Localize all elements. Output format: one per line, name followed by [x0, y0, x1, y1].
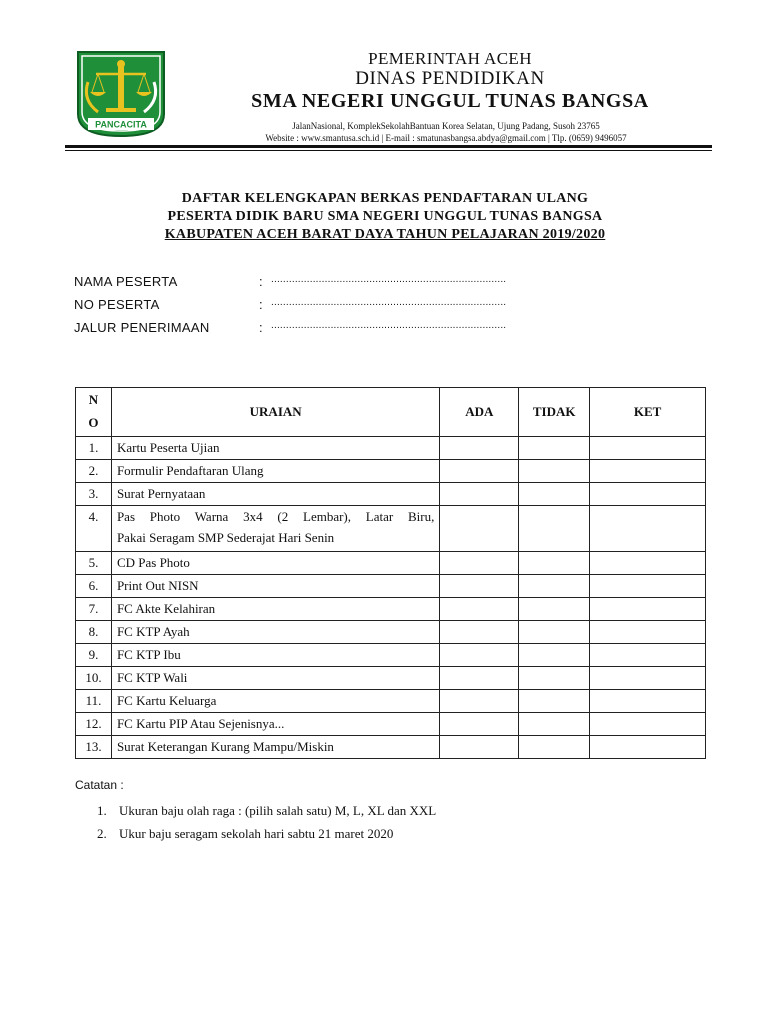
cell-tidak[interactable]: [519, 736, 590, 759]
header-government: PEMERINTAH ACEH: [368, 49, 532, 68]
notes-label: Catatan :: [75, 778, 124, 792]
header-tidak: TIDAK: [519, 388, 590, 437]
field-no-peserta: [74, 297, 507, 312]
cell-tidak[interactable]: [519, 460, 590, 483]
cell-tidak[interactable]: [519, 437, 590, 460]
cell-ada[interactable]: [440, 598, 519, 621]
row-uraian: CD Pas Photo: [111, 552, 439, 575]
doc-title-line2: PESERTA DIDIK BARU SMA NEGERI UNGGUL TUNAS BANGSA: [167, 209, 603, 224]
cell-tidak[interactable]: [519, 598, 590, 621]
cell-ada[interactable]: [440, 736, 519, 759]
table-row: [76, 437, 706, 460]
row-uraian-line2: Pakai Seragam SMP Sederajat Hari Senin: [116, 530, 335, 545]
row-uraian: FC Kartu Keluarga: [111, 690, 439, 713]
row-no: 13.: [76, 736, 112, 759]
cell-tidak[interactable]: [519, 483, 590, 506]
header-divider-thick: [65, 145, 712, 148]
row-uraian: FC KTP Ibu: [111, 644, 439, 667]
row-no: 10.: [76, 667, 112, 690]
field-blank[interactable]: ...............................................................................: [271, 274, 507, 285]
cell-tidak[interactable]: [519, 575, 590, 598]
cell-ada[interactable]: [440, 460, 519, 483]
cell-ket[interactable]: [590, 690, 706, 713]
cell-ket[interactable]: [590, 598, 706, 621]
note-text: Ukur baju seragam sekolah hari sabtu 21 maret 2020: [119, 826, 394, 841]
cell-ada[interactable]: [440, 644, 519, 667]
table-row: [76, 483, 706, 506]
header-contact: Website : www.smantusa.sch.id | E-mail : smatunasbangsa.abdya@gmail.com | Tlp. (0659) 9496057: [265, 133, 627, 143]
row-no: 7.: [76, 598, 112, 621]
cell-tidak[interactable]: [519, 713, 590, 736]
row-uraian: Surat Keterangan Kurang Mampu/Miskin: [111, 736, 439, 759]
cell-ket[interactable]: [590, 506, 706, 552]
note-item: [97, 826, 393, 842]
row-no: 1.: [76, 437, 112, 460]
header-address: JalanNasional, KomplekSekolahBantuan Korea Selatan, Ujung Padang, Susoh 23765: [292, 121, 600, 131]
row-no: 8.: [76, 621, 112, 644]
cell-tidak[interactable]: [519, 690, 590, 713]
row-uraian: Kartu Peserta Ujian: [111, 437, 439, 460]
field-jalur-penerimaan: [74, 320, 507, 335]
note-number: 1.: [97, 803, 107, 818]
row-no: 3.: [76, 483, 112, 506]
field-colon: :: [259, 297, 263, 312]
table-header-row: [76, 388, 706, 437]
table-row: [76, 667, 706, 690]
table-row: [76, 575, 706, 598]
field-colon: :: [259, 274, 263, 289]
cell-ada[interactable]: [440, 621, 519, 644]
cell-ket[interactable]: [590, 575, 706, 598]
row-no: 9.: [76, 644, 112, 667]
doc-title-line1: DAFTAR KELENGKAPAN BERKAS PENDAFTARAN ULANG: [181, 191, 589, 206]
cell-tidak[interactable]: [519, 621, 590, 644]
cell-ket[interactable]: [590, 713, 706, 736]
header-department: DINAS PENDIDIKAN: [355, 68, 545, 89]
row-no: 11.: [76, 690, 112, 713]
field-blank[interactable]: ...............................................................................: [271, 320, 507, 331]
cell-tidak[interactable]: [519, 552, 590, 575]
cell-ket[interactable]: [590, 644, 706, 667]
header-uraian: URAIAN: [111, 388, 439, 437]
row-no: 4.: [76, 506, 112, 552]
field-nama-peserta: [74, 274, 507, 289]
row-uraian: Surat Pernyataan: [111, 483, 439, 506]
row-uraian-line1: Pas Photo Warna 3x4 (2 Lembar), Latar Biru,: [116, 509, 435, 524]
checklist-table: [75, 387, 706, 759]
pancacita-logo: [74, 48, 168, 138]
note-number: 2.: [97, 826, 107, 841]
table-row: [76, 713, 706, 736]
row-uraian: Print Out NISN: [111, 575, 439, 598]
row-uraian: [111, 506, 439, 552]
logo-text: PANCACITA: [95, 119, 147, 130]
doc-title-line3: KABUPATEN ACEH BARAT DAYA TAHUN PELAJARAN 2019/2020: [164, 227, 606, 242]
row-no: 2.: [76, 460, 112, 483]
header-ada: ADA: [440, 388, 519, 437]
cell-ket[interactable]: [590, 437, 706, 460]
header-school-name: SMA NEGERI UNGGUL TUNAS BANGSA: [251, 90, 649, 112]
note-item: [97, 803, 436, 819]
cell-ada[interactable]: [440, 713, 519, 736]
table-row: [76, 644, 706, 667]
cell-tidak[interactable]: [519, 506, 590, 552]
cell-ada[interactable]: [440, 552, 519, 575]
cell-ket[interactable]: [590, 736, 706, 759]
field-blank[interactable]: ...............................................................................: [271, 297, 507, 308]
row-no: 5.: [76, 552, 112, 575]
cell-ket[interactable]: [590, 667, 706, 690]
header-divider-thin: [65, 150, 712, 151]
field-label: JALUR PENERIMAAN: [74, 320, 210, 335]
table-row: [76, 736, 706, 759]
table-row: [76, 460, 706, 483]
table-row: [76, 690, 706, 713]
table-row: [76, 598, 706, 621]
table-row: [76, 621, 706, 644]
cell-ada[interactable]: [440, 690, 519, 713]
header-ket: KET: [590, 388, 706, 437]
cell-ada[interactable]: [440, 483, 519, 506]
cell-ket[interactable]: [590, 460, 706, 483]
row-uraian: Formulir Pendaftaran Ulang: [111, 460, 439, 483]
header-no: N O: [76, 388, 112, 437]
cell-tidak[interactable]: [519, 667, 590, 690]
row-no: 6.: [76, 575, 112, 598]
row-uraian: FC KTP Wali: [111, 667, 439, 690]
note-text: Ukuran baju olah raga : (pilih salah satu) M, L, XL dan XXL: [119, 803, 437, 818]
table-row: [76, 552, 706, 575]
cell-ada[interactable]: [440, 575, 519, 598]
field-colon: :: [259, 320, 263, 335]
cell-ket[interactable]: [590, 552, 706, 575]
row-uraian: FC Akte Kelahiran: [111, 598, 439, 621]
cell-ada[interactable]: [440, 667, 519, 690]
cell-ada[interactable]: [440, 506, 519, 552]
field-label: NO PESERTA: [74, 297, 160, 312]
table-row: [76, 506, 706, 552]
field-label: NAMA PESERTA: [74, 274, 178, 289]
row-uraian: FC Kartu PIP Atau Sejenisnya...: [111, 713, 439, 736]
row-no: 12.: [76, 713, 112, 736]
cell-ada[interactable]: [440, 437, 519, 460]
cell-ket[interactable]: [590, 621, 706, 644]
cell-tidak[interactable]: [519, 644, 590, 667]
row-uraian: FC KTP Ayah: [111, 621, 439, 644]
cell-ket[interactable]: [590, 483, 706, 506]
